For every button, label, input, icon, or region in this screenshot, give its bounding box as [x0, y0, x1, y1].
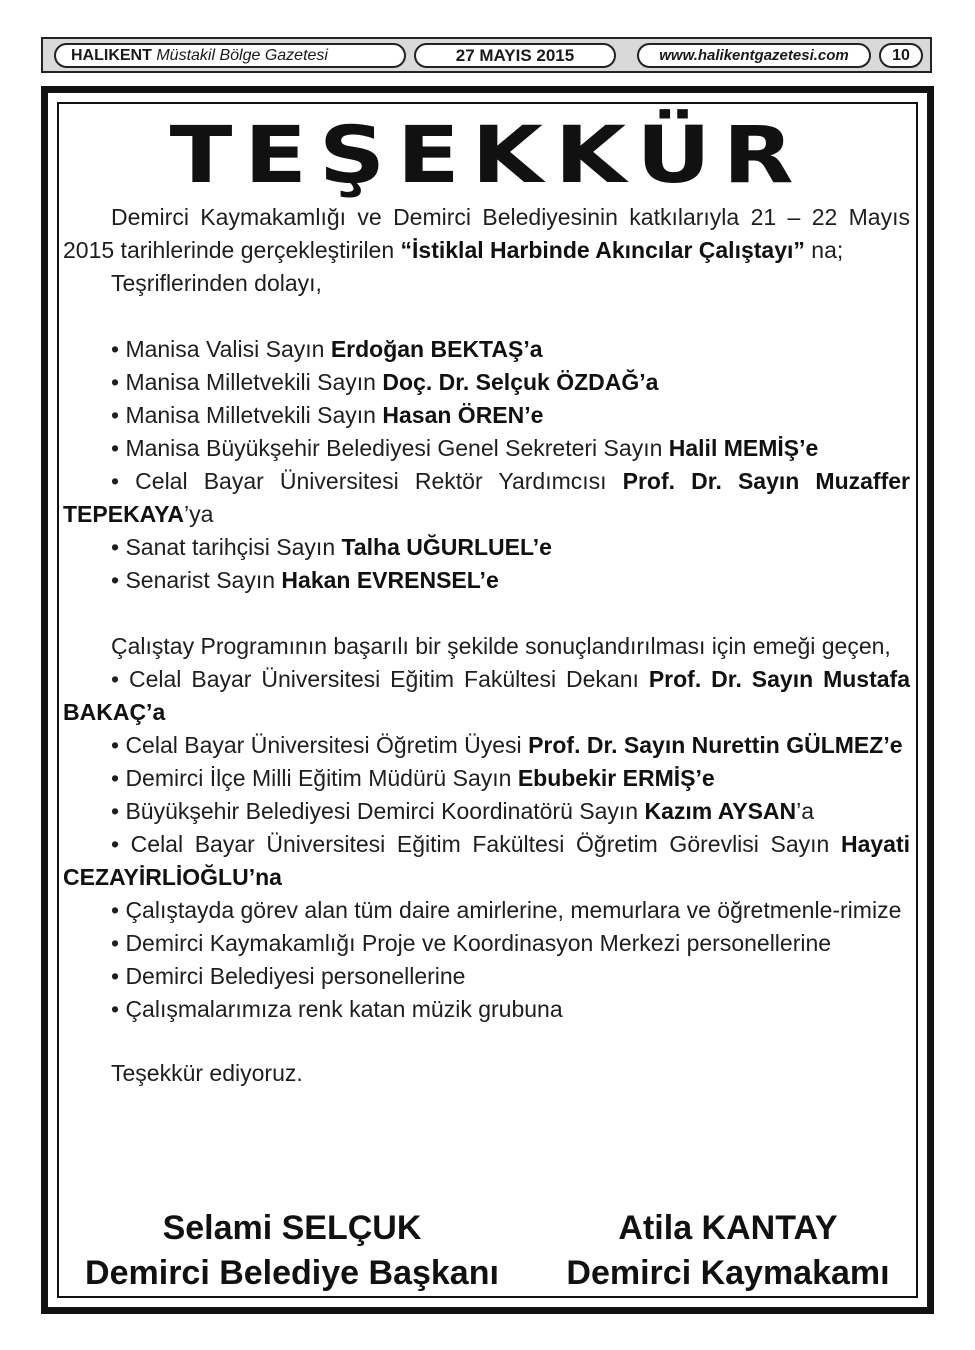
issue-date: 27 MAYIS 2015	[414, 43, 616, 68]
intro-line-3: Teşriflerinden dolayı,	[111, 270, 322, 296]
list-item: • Büyükşehir Belediyesi Demirci Koordinatörü Sayın Kazım AYSAN’a	[111, 798, 815, 824]
list-item: • Manisa Büyükşehir Belediyesi Genel Sekreteri Sayın Halil MEMİŞ’e	[111, 435, 819, 461]
signatory-title: Demirci Belediye Başkanı	[85, 1254, 499, 1292]
intro-paragraph	[63, 201, 910, 267]
intro-text-2: na;	[804, 237, 844, 263]
newspaper-subtitle: Müstakil Bölge Gazetesi	[156, 47, 328, 64]
guests-list	[63, 333, 910, 597]
intro-text-1: Demirci Kaymakamlığı ve Demirci Belediyesinin katkılarıyla 21 – 22 Mayıs 2015 tarihlerinde gerçekleştirilen	[63, 204, 910, 263]
list-item: • Manisa Valisi Sayın Erdoğan BEKTAŞ’a	[111, 336, 543, 362]
page-number: 10	[879, 43, 923, 68]
closing-line: Teşekkür ediyoruz.	[111, 1060, 303, 1086]
list-item: • Manisa Milletvekili Sayın Doç. Dr. Selçuk ÖZDAĞ’a	[111, 369, 659, 395]
list-item: • Demirci İlçe Milli Eğitim Müdürü Sayın Ebubekir ERMİŞ’e	[111, 765, 715, 791]
contributors-list	[63, 663, 910, 1026]
newspaper-header	[41, 37, 932, 73]
newspaper-name: HALIKENT	[71, 47, 152, 64]
list-item: • Celal Bayar Üniversitesi Rektör Yardımcısı Prof. Dr. Sayın Muzaffer TEPEKAYA’ya	[63, 468, 910, 527]
list-item: • Senarist Sayın Hakan EVRENSEL’e	[111, 567, 499, 593]
event-name: “İstiklal Harbinde Akıncılar Çalıştayı”	[400, 237, 805, 263]
list-item: • Demirci Kaymakamlığı Proje ve Koordinasyon Merkezi personellerine	[111, 930, 832, 956]
list-item: • Çalışmalarımıza renk katan müzik grubuna	[111, 996, 563, 1022]
list-item: • Celal Bayar Üniversitesi Eğitim Fakültesi Öğretim Görevlisi Sayın Hayati CEZAYİRLİOĞLU’na	[63, 831, 910, 890]
program-intro: Çalıştay Programının başarılı bir şekilde sonuçlandırılması için emeği geçen,	[111, 633, 891, 659]
website-link[interactable]: www.halikentgazetesi.com	[637, 43, 871, 68]
list-item: • Celal Bayar Üniversitesi Öğretim Üyesi Prof. Dr. Sayın Nurettin GÜLMEZ’e	[111, 732, 903, 758]
list-item: • Manisa Milletvekili Sayın Hasan ÖREN’e	[111, 402, 544, 428]
ad-title: TEŞEKKÜR	[169, 111, 806, 201]
list-item: • Sanat tarihçisi Sayın Talha UĞURLUEL’e	[111, 534, 552, 560]
list-item: • Celal Bayar Üniversitesi Eğitim Fakültesi Dekanı Prof. Dr. Sayın Mustafa BAKAÇ’a	[63, 666, 910, 725]
signature-mayor	[62, 1206, 522, 1296]
newspaper-name-pill	[54, 43, 406, 68]
signatory-name: Selami SELÇUK	[162, 1209, 422, 1247]
signature-governor	[498, 1206, 958, 1296]
ad-body	[63, 201, 910, 1090]
signatory-name: Atila KANTAY	[618, 1209, 838, 1247]
list-item: • Çalıştayda görev alan tüm daire amirlerine, memurlara ve öğretmenle-rimize	[111, 897, 902, 923]
signatory-title: Demirci Kaymakamı	[566, 1254, 890, 1292]
list-item: • Demirci Belediyesi personellerine	[111, 963, 466, 989]
